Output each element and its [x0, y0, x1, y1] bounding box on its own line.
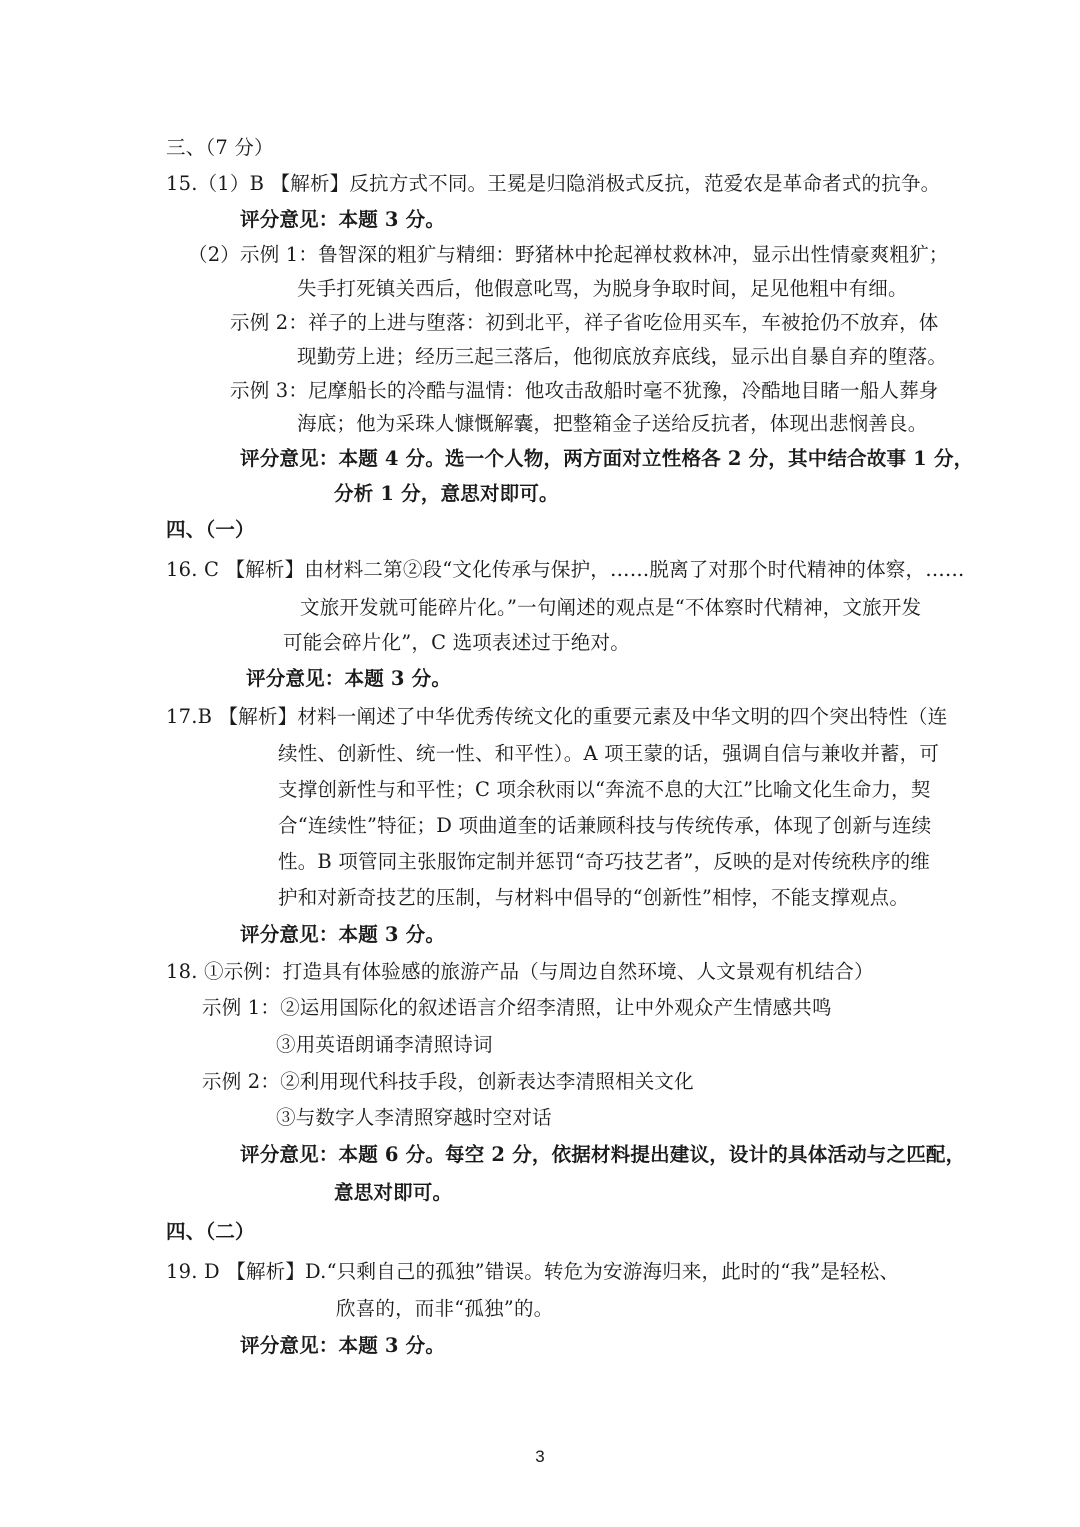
q15-example2-line2: 现勤劳上进；经历三起三落后，他彻底放弃底线，显示出自暴自弃的堕落。 — [297, 345, 948, 368]
q15-example1-line2: 失手打死镇关西后，他假意叱骂，为脱身争取时间，足见他粗中有细。 — [297, 277, 908, 300]
q16-line2: 文旅开发就可能碎片化。”一句阐述的观点是“不体察时代精神，文旅开发 — [300, 596, 922, 619]
q16-score: 评分意见：本题 3 分。 — [246, 667, 452, 690]
q15-part1-score: 评分意见：本题 3 分。 — [240, 208, 446, 231]
q15-score-line1: 评分意见：本题 4 分。选一个人物，两方面对立性格各 2 分，其中结合故事 1 分， — [240, 447, 974, 470]
q19-line1: 19. D 【解析】D.“只剩自己的孤独”错误。转危为安游海归来，此时的“我”是轻松、 — [166, 1260, 900, 1283]
q17-line4: 合“连续性”特征；D 项曲道奎的话兼顾科技与传统传承，体现了创新与连续 — [278, 814, 932, 837]
q15-example2-line1: 示例 2：祥子的上进与堕落：初到北平，祥子省吃俭用买车，车被抢仍不放弃，体 — [230, 311, 939, 334]
q15-part1: 15.（1）B 【解析】反抗方式不同。王冕是归隐消极式反抗，范爱农是革命者式的抗争。 — [166, 172, 941, 195]
q18-line5: ③与数字人李清照穿越时空对话 — [276, 1106, 552, 1129]
q17-line3: 支撑创新性与和平性；C 项余秋雨以“奔流不息的大江”比喻文化生命力，契 — [278, 778, 931, 801]
q19-line2: 欣喜的，而非“孤独”的。 — [336, 1297, 554, 1320]
page-number: 3 — [535, 1447, 545, 1466]
q18-score-line1: 评分意见：本题 6 分。每空 2 分，依据材料提出建议，设计的具体活动与之匹配， — [240, 1143, 966, 1166]
q18-line1: 18. ①示例：打造具有体验感的旅游产品（与周边自然环境、人文景观有机结合） — [166, 960, 874, 983]
section-heading-4-1: 四、（一） — [166, 518, 255, 541]
q16-line3: 可能会碎片化”，C 选项表述过于绝对。 — [283, 631, 630, 654]
section-heading-4-2: 四、（二） — [166, 1220, 255, 1243]
q19-score: 评分意见：本题 3 分。 — [240, 1334, 446, 1357]
q18-score-line2: 意思对即可。 — [334, 1181, 453, 1204]
q18-line2: 示例 1：②运用国际化的叙述语言介绍李清照，让中外观众产生情感共鸣 — [202, 996, 832, 1019]
q17-line6: 护和对新奇技艺的压制，与材料中倡导的“创新性”相悖，不能支撑观点。 — [278, 886, 910, 909]
q15-example3-line2: 海底；他为采珠人慷慨解囊，把整箱金子送给反抗者，体现出悲悯善良。 — [297, 412, 928, 435]
q15-score-line2: 分析 1 分，意思对即可。 — [334, 482, 559, 505]
q17-line5: 性。B 项管同主张服饰定制并惩罚“奇巧技艺者”，反映的是对传统秩序的维 — [278, 850, 930, 873]
q17-line2: 续性、创新性、统一性、和平性）。A 项王蒙的话，强调自信与兼收并蓄，可 — [278, 742, 940, 765]
q17-score: 评分意见：本题 3 分。 — [240, 923, 446, 946]
q16-line1: 16. C 【解析】由材料二第②段“文化传承与保护，……脱离了对那个时代精神的体察，…… — [166, 558, 965, 581]
q15-example1-line1: （2）示例 1：鲁智深的粗犷与精细：野猪林中抡起禅杖救林冲，显示出性情豪爽粗犷； — [188, 243, 949, 266]
q17-line1: 17.B 【解析】材料一阐述了中华优秀传统文化的重要元素及中华文明的四个突出特性（连 — [166, 705, 948, 728]
q18-line3: ③用英语朗诵李清照诗词 — [276, 1033, 493, 1056]
q18-line4: 示例 2：②利用现代科技手段，创新表达李清照相关文化 — [202, 1070, 694, 1093]
q15-example3-line1: 示例 3：尼摩船长的冷酷与温情：他攻击敌船时毫不犹豫，冷酷地目睹一船人葬身 — [230, 379, 939, 402]
section-heading-3: 三、（7 分） — [166, 136, 274, 159]
